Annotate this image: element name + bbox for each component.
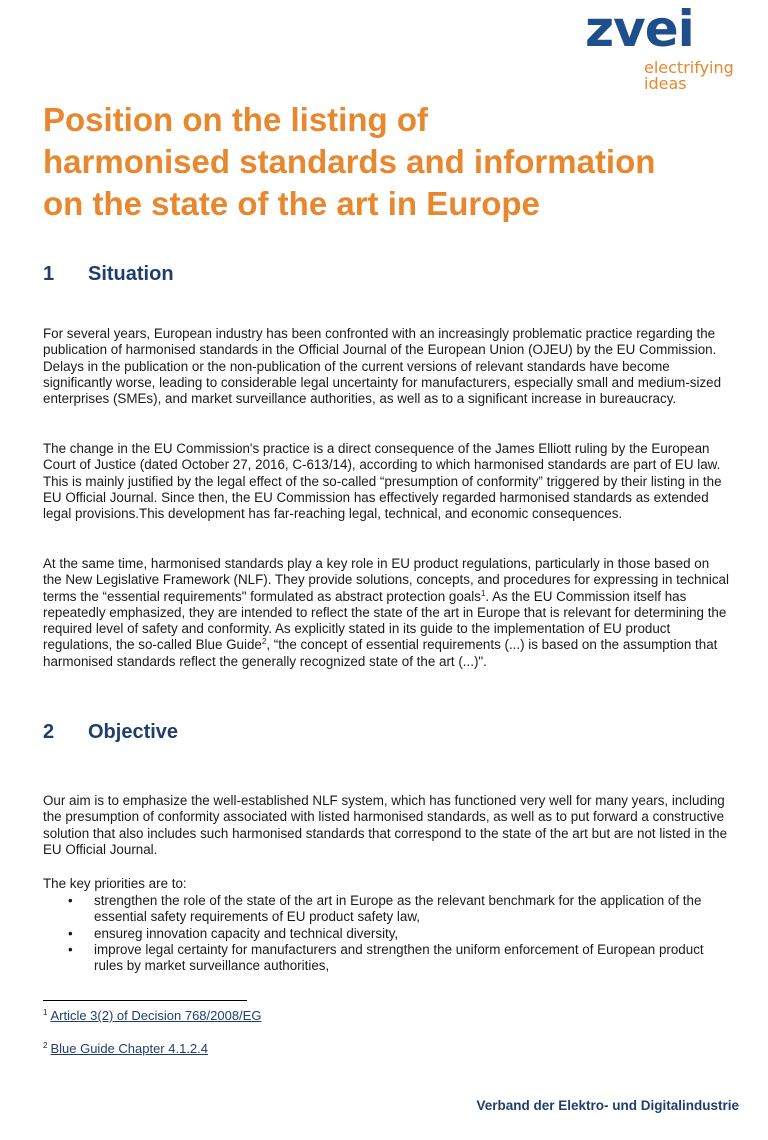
logo-tagline-line1: electrifying — [644, 58, 734, 77]
title-line-2: harmonised standards and information — [43, 143, 656, 180]
section-number: 2 — [43, 721, 55, 743]
footnote-ref[interactable]: 1 — [480, 588, 486, 598]
footer-organization: Verband der Elektro- und Digitalindustrie — [476, 1098, 739, 1113]
paragraph: Our aim is to emphasize the well-established NLF system, which has functioned very well for many years, including the presumption of conformity associated with listed harmonised standards, as well as to put forward a constructive solution that also includes such harmonised standards that correspond to the state of the art but are not listed in the EU Official Journal. — [43, 793, 728, 857]
section-heading-situation — [43, 262, 174, 286]
section-title: Objective — [88, 721, 179, 743]
zvei-logo — [585, 0, 755, 93]
title-line-3: on the state of the art in Europe — [43, 185, 540, 222]
priority-list — [43, 893, 733, 974]
title-line-1: Position on the listing of — [43, 101, 428, 138]
section-title: Situation — [88, 263, 174, 285]
footnote-ref[interactable]: 2 — [261, 637, 267, 647]
logo-tagline — [644, 60, 755, 92]
footnote-number: 1 — [43, 1008, 48, 1017]
footnote-2 — [43, 1041, 208, 1057]
list-item: • ensureg innovation capacity and technical diversity, — [43, 926, 733, 942]
footnote-number: 2 — [43, 1041, 48, 1050]
logo-wordmark: zvei — [585, 0, 694, 58]
document-title — [43, 99, 743, 225]
footnote-1 — [43, 1008, 261, 1024]
section-heading-objective — [43, 720, 178, 744]
footnote-link[interactable]: Article 3(2) of Decision 768/2008/EG — [50, 1008, 262, 1023]
paragraph: For several years, European industry has been confronted with an increasingly problematic practice regarding the publication of harmonised standards in the Official Journal of the European Union (OJEU) by the EU Commission. Delays in the publication or the non-publication of the current versions of relevant standards have become significantly worse, leading to considerable legal uncertainty for manufacturers, especially small and medium-sized enterprises (SMEs), and market surveillance authorities, as well as to a significant increase in bureaucracy. — [43, 326, 722, 407]
list-item: • strengthen the role of the state of the art in Europe as the relevant benchmark for the application of the essential safety requirements of EU product safety law, — [43, 893, 733, 926]
footnote-link[interactable]: Blue Guide Chapter 4.1.2.4 — [50, 1041, 209, 1056]
logo-tagline-line2: ideas — [644, 74, 687, 93]
list-item: • improve legal certainty for manufacturers and strengthen the uniform enforcement of European product rules by market surveillance authorities, — [43, 942, 733, 975]
paragraph: At the same time, harmonised standards play a key role in EU product regulations, particularly in those based on the New Legislative Framework (NLF). They provide solutions, concepts, and procedures for expressing in technical terms the “essential requirements" formulated as abstract protection goals$^1$. As the EU Commission itself has repeatedly emphasized, they are intended to reflect the state of the art in Europe that is relevant for determining the required level of safety and conformity. As explicitly stated in its guide to the implementation of EU product regulations, the so-called Blue Guide$^2$, “the concept of essential requirements (...) is based on the assumption that harmonised standards reflect the generally recognized state of the art (...)". — [43, 556, 729, 669]
paragraph: The key priorities are to: — [43, 876, 187, 891]
paragraph: The change in the EU Commission's practice is a direct consequence of the James Elliott ruling by the European Court of Justice (dated October 27, 2016, C-613/14), according to which harmonised standards are part of EU law. This is mainly justified by the legal effect of the so-called “presumption of conformity” triggered by their listing in the EU Official Journal. Since then, the EU Commission has effectively regarded harmonised standards as extended legal provisions.This development has far-reaching legal, technical, and economic consequences. — [43, 441, 722, 522]
section-number: 1 — [43, 263, 55, 285]
footnote-divider — [43, 1000, 247, 1001]
